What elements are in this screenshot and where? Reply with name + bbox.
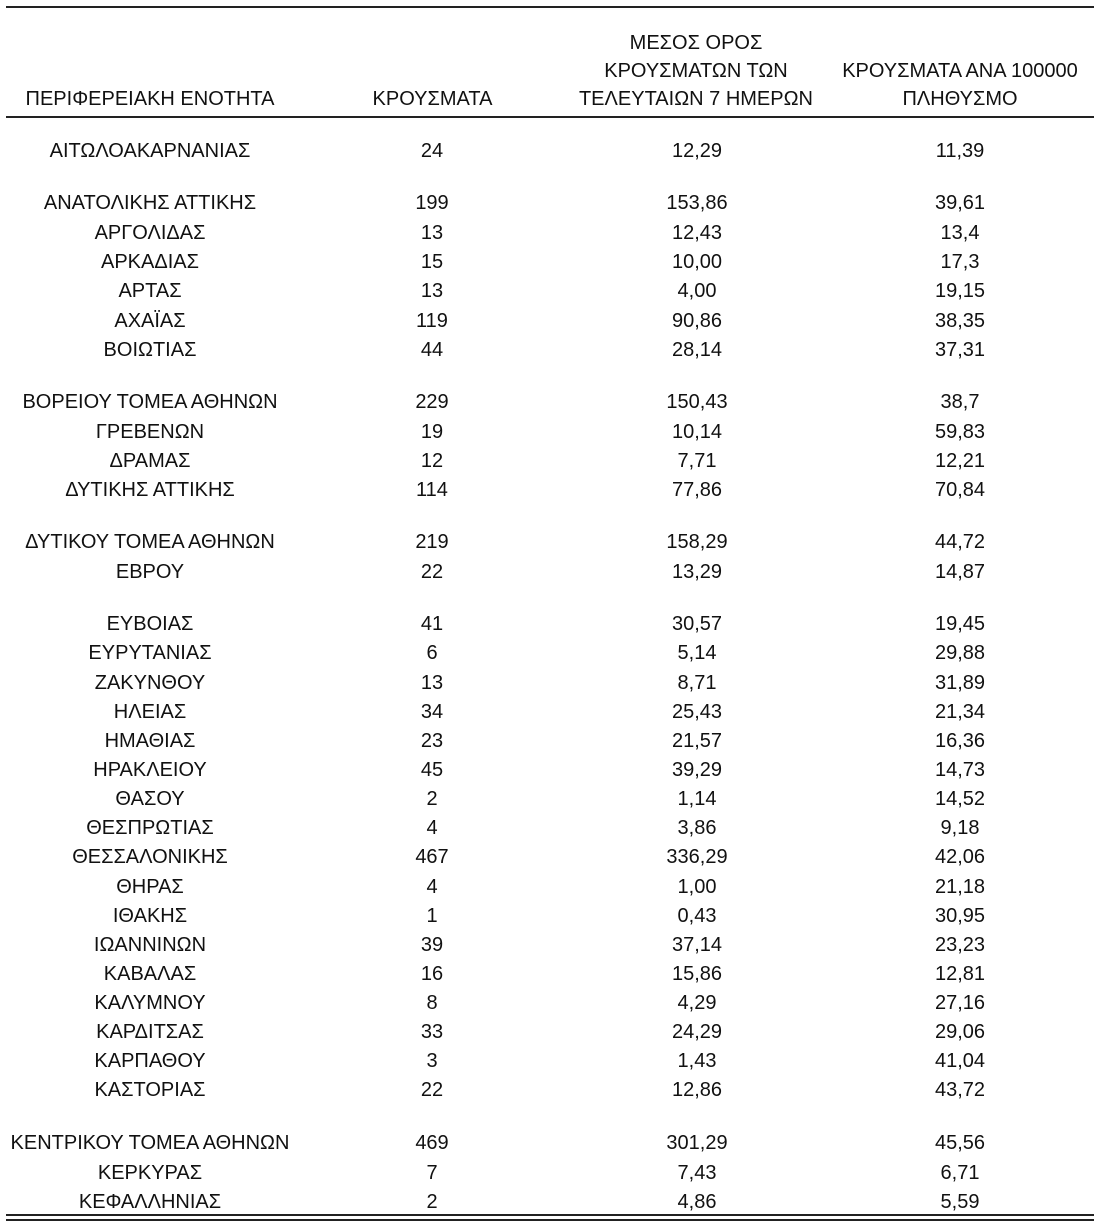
cell-7day-average: 77,86 bbox=[671, 479, 723, 501]
cell-cases: 2 bbox=[426, 788, 438, 810]
cell-7day-average: 7,71 bbox=[677, 450, 717, 472]
cell-cases: 4 bbox=[426, 817, 438, 839]
cell-cases-per-100k: 45,56 bbox=[934, 1132, 986, 1154]
header-cases: ΚΡΟΥΣΜΑΤΑ bbox=[372, 88, 493, 110]
cell-7day-average: 10,00 bbox=[671, 251, 723, 273]
cell-cases: 114 bbox=[416, 479, 448, 501]
cell-region: ΒΟΙΩΤΙΑΣ bbox=[103, 339, 197, 361]
cell-cases-per-100k: 14,52 bbox=[934, 788, 986, 810]
cell-region: ΔΡΑΜΑΣ bbox=[109, 450, 191, 472]
cell-region: ΘΗΡΑΣ bbox=[116, 876, 184, 898]
cell-cases-per-100k: 5,59 bbox=[940, 1191, 980, 1213]
cell-7day-average: 1,00 bbox=[677, 876, 717, 898]
cell-7day-average: 24,29 bbox=[671, 1021, 723, 1043]
cell-cases-per-100k: 37,31 bbox=[934, 339, 986, 361]
cell-cases-per-100k: 12,21 bbox=[934, 450, 986, 472]
table-top-rule bbox=[6, 6, 1094, 8]
cell-7day-average: 336,29 bbox=[666, 846, 728, 868]
cell-cases: 4 bbox=[426, 876, 438, 898]
cell-7day-average: 301,29 bbox=[666, 1132, 728, 1154]
table-bottom-rule bbox=[6, 1214, 1094, 1221]
cell-7day-average: 15,86 bbox=[671, 963, 723, 985]
cell-region: ΙΩΑΝΝΙΝΩΝ bbox=[93, 934, 207, 956]
cell-cases: 199 bbox=[415, 192, 449, 214]
cell-cases: 13 bbox=[420, 280, 444, 302]
cell-region: ΔΥΤΙΚΟΥ ΤΟΜΕΑ ΑΘΗΝΩΝ bbox=[25, 531, 275, 553]
cell-cases: 1 bbox=[426, 905, 438, 927]
cell-region: ΚΕΡΚΥΡΑΣ bbox=[97, 1162, 203, 1184]
cell-cases: 119 bbox=[416, 310, 448, 332]
cell-7day-average: 30,57 bbox=[671, 613, 723, 635]
cell-cases: 2 bbox=[426, 1191, 438, 1213]
cell-7day-average: 21,57 bbox=[671, 730, 723, 752]
cell-region: ΑΡΤΑΣ bbox=[118, 280, 182, 302]
cell-cases: 44 bbox=[420, 339, 444, 361]
cell-region: ΖΑΚΥΝΘΟΥ bbox=[94, 672, 206, 694]
cell-cases: 469 bbox=[415, 1132, 449, 1154]
cell-7day-average: 4,00 bbox=[677, 280, 717, 302]
cell-cases: 467 bbox=[415, 846, 449, 868]
cell-cases-per-100k: 30,95 bbox=[934, 905, 986, 927]
cell-cases-per-100k: 21,34 bbox=[934, 701, 986, 723]
header-7day-average: ΜΕΣΟΣ ΟΡΟΣ ΚΡΟΥΣΜΑΤΩΝ ΤΩΝ ΤΕΛΕΥΤΑΙΩΝ 7 ΗΜΕΡΩΝ bbox=[578, 32, 814, 110]
cell-region: ΚΑΣΤΟΡΙΑΣ bbox=[94, 1079, 206, 1101]
cell-cases-per-100k: 39,61 bbox=[934, 192, 986, 214]
cell-cases-per-100k: 14,73 bbox=[934, 759, 986, 781]
cell-cases: 45 bbox=[420, 759, 444, 781]
cell-cases-per-100k: 42,06 bbox=[934, 846, 986, 868]
cell-cases: 12 bbox=[420, 450, 444, 472]
cell-7day-average: 1,14 bbox=[677, 788, 717, 810]
header-cases-per-100k: ΚΡΟΥΣΜΑΤΑ ΑΝΑ 100000 ΠΛΗΘΥΣΜΟ bbox=[842, 60, 1078, 110]
cell-cases-per-100k: 38,35 bbox=[934, 310, 986, 332]
cell-7day-average: 10,14 bbox=[671, 421, 723, 443]
cell-cases-per-100k: 70,84 bbox=[934, 479, 986, 501]
cell-7day-average: 12,43 bbox=[671, 222, 723, 244]
cell-region: ΗΛΕΙΑΣ bbox=[113, 701, 187, 723]
cell-region: ΕΥΡΥΤΑΝΙΑΣ bbox=[88, 642, 212, 664]
cell-cases: 34 bbox=[420, 701, 444, 723]
cell-cases-per-100k: 14,87 bbox=[934, 561, 986, 583]
cell-cases-per-100k: 6,71 bbox=[940, 1162, 980, 1184]
cell-7day-average: 4,29 bbox=[677, 992, 717, 1014]
cell-region: ΑΡΚΑΔΙΑΣ bbox=[101, 251, 199, 273]
cell-region: ΓΡΕΒΕΝΩΝ bbox=[95, 421, 205, 443]
cell-cases-per-100k: 19,15 bbox=[934, 280, 986, 302]
cell-cases-per-100k: 41,04 bbox=[934, 1050, 986, 1072]
cell-cases: 219 bbox=[415, 531, 449, 553]
cell-region: ΚΕΦΑΛΛΗΝΙΑΣ bbox=[78, 1191, 222, 1213]
cell-region: ΙΘΑΚΗΣ bbox=[112, 905, 188, 927]
cell-cases-per-100k: 9,18 bbox=[940, 817, 980, 839]
cell-7day-average: 1,43 bbox=[677, 1050, 717, 1072]
cell-cases: 7 bbox=[426, 1162, 438, 1184]
cell-7day-average: 3,86 bbox=[677, 817, 717, 839]
cell-region: ΚΑΡΠΑΘΟΥ bbox=[94, 1050, 206, 1072]
cell-cases-per-100k: 29,88 bbox=[934, 642, 986, 664]
cell-region: ΗΡΑΚΛΕΙΟΥ bbox=[93, 759, 207, 781]
cell-region: ΗΜΑΘΙΑΣ bbox=[104, 730, 196, 752]
cell-region: ΚΕΝΤΡΙΚΟΥ ΤΟΜΕΑ ΑΘΗΝΩΝ bbox=[10, 1132, 290, 1154]
cell-cases: 23 bbox=[420, 730, 444, 752]
cell-region: ΑΙΤΩΛΟΑΚΑΡΝΑΝΙΑΣ bbox=[49, 140, 251, 162]
cell-region: ΒΟΡΕΙΟΥ ΤΟΜΕΑ ΑΘΗΝΩΝ bbox=[22, 391, 278, 413]
cell-cases: 24 bbox=[420, 140, 444, 162]
cell-cases: 6 bbox=[426, 642, 438, 664]
cell-cases-per-100k: 27,16 bbox=[934, 992, 986, 1014]
cell-cases-per-100k: 38,7 bbox=[940, 391, 980, 413]
header-region: ΠΕΡΙΦΕΡΕΙΑΚΗ ΕΝΟΤΗΤΑ bbox=[25, 88, 275, 110]
cell-cases-per-100k: 11,39 bbox=[935, 140, 985, 162]
cell-cases: 22 bbox=[420, 561, 444, 583]
cell-7day-average: 153,86 bbox=[666, 192, 728, 214]
cell-region: ΑΧΑΪΑΣ bbox=[114, 310, 186, 332]
cell-cases: 33 bbox=[420, 1021, 444, 1043]
cell-7day-average: 150,43 bbox=[666, 391, 728, 413]
cell-cases: 39 bbox=[420, 934, 444, 956]
cell-7day-average: 28,14 bbox=[671, 339, 723, 361]
cell-7day-average: 13,29 bbox=[671, 561, 723, 583]
cell-7day-average: 25,43 bbox=[671, 701, 723, 723]
cell-cases-per-100k: 17,3 bbox=[940, 251, 980, 273]
cell-cases: 229 bbox=[415, 391, 449, 413]
cell-cases: 13 bbox=[420, 222, 444, 244]
cell-cases: 3 bbox=[426, 1050, 438, 1072]
cell-cases-per-100k: 43,72 bbox=[934, 1079, 986, 1101]
cell-cases-per-100k: 12,81 bbox=[934, 963, 986, 985]
cell-region: ΑΡΓΟΛΙΔΑΣ bbox=[94, 222, 206, 244]
cell-cases-per-100k: 44,72 bbox=[934, 531, 986, 553]
cell-7day-average: 5,14 bbox=[677, 642, 717, 664]
cell-region: ΚΑΛΥΜΝΟΥ bbox=[94, 992, 206, 1014]
cell-region: ΔΥΤΙΚΗΣ ΑΤΤΙΚΗΣ bbox=[65, 479, 235, 501]
cell-region: ΑΝΑΤΟΛΙΚΗΣ ΑΤΤΙΚΗΣ bbox=[43, 192, 257, 214]
cell-cases-per-100k: 23,23 bbox=[934, 934, 986, 956]
cell-7day-average: 39,29 bbox=[671, 759, 723, 781]
cell-cases-per-100k: 16,36 bbox=[934, 730, 986, 752]
cell-7day-average: 12,29 bbox=[671, 140, 723, 162]
cell-7day-average: 158,29 bbox=[666, 531, 728, 553]
cell-7day-average: 8,71 bbox=[677, 672, 717, 694]
cell-cases-per-100k: 13,4 bbox=[940, 222, 980, 244]
cell-cases: 19 bbox=[420, 421, 444, 443]
cell-region: ΕΥΒΟΙΑΣ bbox=[106, 613, 194, 635]
cell-region: ΘΕΣΠΡΩΤΙΑΣ bbox=[86, 817, 214, 839]
cell-region: ΚΑΒΑΛΑΣ bbox=[103, 963, 197, 985]
cell-cases-per-100k: 59,83 bbox=[934, 421, 986, 443]
cell-7day-average: 90,86 bbox=[671, 310, 723, 332]
cell-cases-per-100k: 29,06 bbox=[934, 1021, 986, 1043]
cell-cases-per-100k: 21,18 bbox=[934, 876, 986, 898]
cell-cases: 8 bbox=[426, 992, 438, 1014]
cell-7day-average: 37,14 bbox=[671, 934, 723, 956]
cell-region: ΘΕΣΣΑΛΟΝΙΚΗΣ bbox=[72, 846, 228, 868]
cell-region: ΕΒΡΟΥ bbox=[115, 561, 185, 583]
cell-7day-average: 0,43 bbox=[677, 905, 717, 927]
cell-7day-average: 12,86 bbox=[671, 1079, 723, 1101]
cell-cases-per-100k: 19,45 bbox=[934, 613, 986, 635]
cell-cases: 15 bbox=[420, 251, 444, 273]
cell-cases: 16 bbox=[420, 963, 444, 985]
header-rule bbox=[6, 116, 1094, 118]
cell-region: ΚΑΡΔΙΤΣΑΣ bbox=[96, 1021, 204, 1043]
cell-region: ΘΑΣΟΥ bbox=[115, 788, 185, 810]
cell-7day-average: 7,43 bbox=[677, 1162, 717, 1184]
cell-cases-per-100k: 31,89 bbox=[934, 672, 986, 694]
cell-7day-average: 4,86 bbox=[677, 1191, 717, 1213]
cell-cases: 13 bbox=[420, 672, 444, 694]
cell-cases: 22 bbox=[420, 1079, 444, 1101]
cell-cases: 41 bbox=[420, 613, 444, 635]
